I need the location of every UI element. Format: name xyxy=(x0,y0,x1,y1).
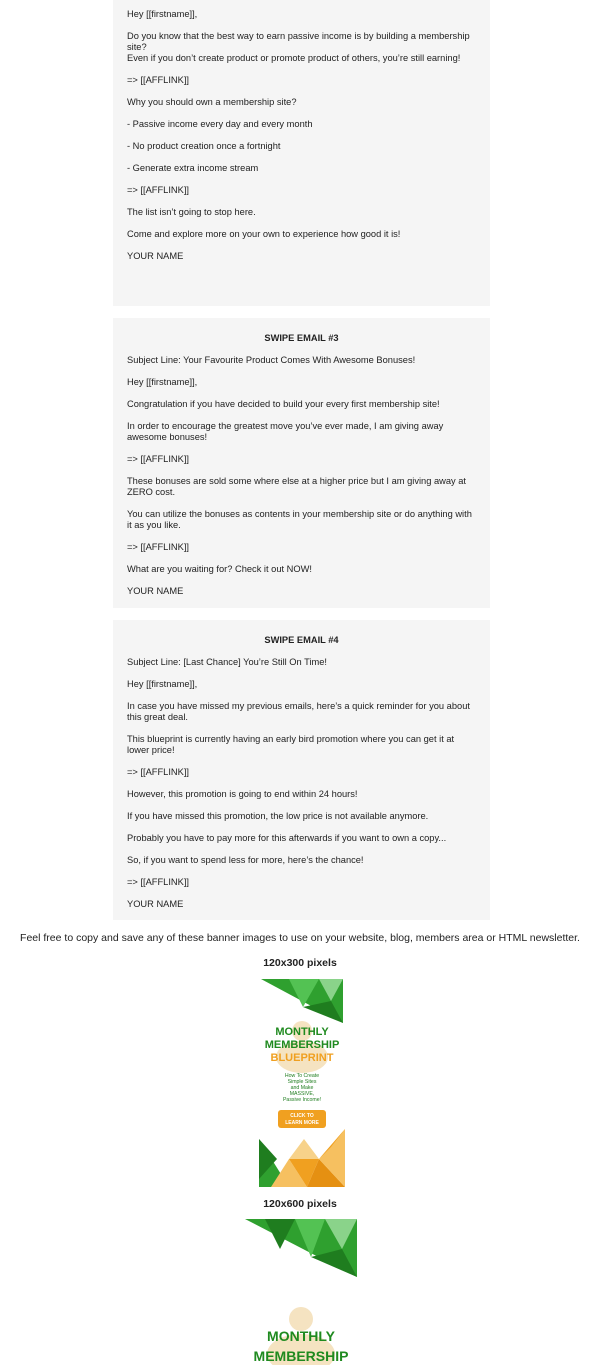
email-line: - Passive income every day and every month xyxy=(127,119,313,129)
email-subject: Subject Line: [Last Chance] You’re Still On Time! xyxy=(127,657,327,667)
banner600-product-line2: MEMBERSHIP xyxy=(253,1348,349,1364)
email-line: So, if you want to spend less for more, here’s the chance! xyxy=(127,855,364,865)
email-line: The list isn’t going to stop here. xyxy=(127,207,256,217)
banner600-product-line1: MONTHLY xyxy=(267,1328,335,1344)
email-line: This blueprint is currently having an early bird promotion where you can get it at lower price! xyxy=(127,734,455,755)
banner-tagline-4: MASSIVE, xyxy=(289,1091,315,1097)
banner-product-line3: BLUEPRINT xyxy=(270,1052,334,1064)
email-line: You can utilize the bonuses as contents in your membership site or do anything with it as you like. xyxy=(127,509,472,530)
banner-120x600-image[interactable] xyxy=(245,1219,357,1365)
email-line: Why you should own a membership site? xyxy=(127,97,297,107)
email-line: Come and explore more on your own to experience how good it is! xyxy=(127,229,401,239)
email-line: Probably you have to pay more for this afterwards if you want to own a copy... xyxy=(127,833,447,843)
banner-120x600-art xyxy=(245,1219,357,1365)
afflink-line: => [[AFFLINK]] xyxy=(127,75,190,85)
banner-cta-line1: CLICK TO xyxy=(290,1113,314,1119)
afflink-line: => [[AFFLINK]] xyxy=(127,877,190,887)
afflink-line: => [[AFFLINK]] xyxy=(127,185,190,195)
banner-tagline-1: How To Create xyxy=(284,1073,320,1079)
email-signature: YOUR NAME xyxy=(127,899,184,909)
banner-product-line1: MONTHLY xyxy=(275,1026,329,1038)
email-line: However, this promotion is going to end within 24 hours! xyxy=(127,789,358,799)
email-signature: YOUR NAME xyxy=(127,251,184,261)
banner-tagline-5: Passive Income! xyxy=(282,1097,322,1103)
email-line: Hey [[firstname]], xyxy=(127,679,198,689)
afflink-line: => [[AFFLINK]] xyxy=(127,767,190,777)
email-line: What are you waiting for? Check it out NOW! xyxy=(127,564,312,574)
email-line: In case you have missed my previous emails, here’s a quick reminder for you about this great deal. xyxy=(127,701,470,722)
email-line: Hey [[firstname]], xyxy=(127,377,198,387)
banner-tagline-2: Simple Sites xyxy=(287,1079,317,1085)
banner-120x300-art xyxy=(259,979,345,1187)
email-line: Even if you don’t create product or promote product of others, you’re still earning! xyxy=(127,53,461,63)
email-line: - No product creation once a fortnight xyxy=(127,141,281,151)
swipe-email-3-box xyxy=(113,318,490,608)
email-line: Congratulation if you have decided to build your every first membership site! xyxy=(127,399,440,409)
email-line: Do you know that the best way to earn passive income is by building a membership site? xyxy=(127,31,470,52)
banner-120x600-label: 120x600 pixels xyxy=(263,1198,337,1210)
email-line: - Generate extra income stream xyxy=(127,163,259,173)
email-signature: YOUR NAME xyxy=(127,586,184,596)
banner-120x300-image[interactable] xyxy=(259,979,345,1187)
banner-tagline-3: and Make xyxy=(290,1085,314,1091)
email-line: If you have missed this promotion, the low price is not available anymore. xyxy=(127,811,429,821)
email-line: Hey [[firstname]], xyxy=(127,9,198,19)
email-title: SWIPE EMAIL #4 xyxy=(264,635,339,645)
banner-intro-text: Feel free to copy and save any of these banner images to use on your website, blog, members area or HTML newsletter. xyxy=(20,932,580,944)
swipe-email-4-box xyxy=(113,620,490,920)
banner-cta-line2: LEARN MORE xyxy=(285,1120,319,1126)
email-line: In order to encourage the greatest move you’ve ever made, I am giving away awesome bonuses! xyxy=(127,421,444,442)
banner-120x300-label: 120x300 pixels xyxy=(263,957,337,969)
email-subject: Subject Line: Your Favourite Product Comes With Awesome Bonuses! xyxy=(127,355,416,365)
banner-product-line2: MEMBERSHIP xyxy=(264,1039,340,1051)
afflink-line: => [[AFFLINK]] xyxy=(127,542,190,552)
email-title: SWIPE EMAIL #3 xyxy=(264,333,339,343)
afflink-line: => [[AFFLINK]] xyxy=(127,454,190,464)
email-line: These bonuses are sold some where else at a higher price but I am giving away at ZERO cost. xyxy=(127,476,467,497)
swipe-email-2-box xyxy=(113,0,490,306)
